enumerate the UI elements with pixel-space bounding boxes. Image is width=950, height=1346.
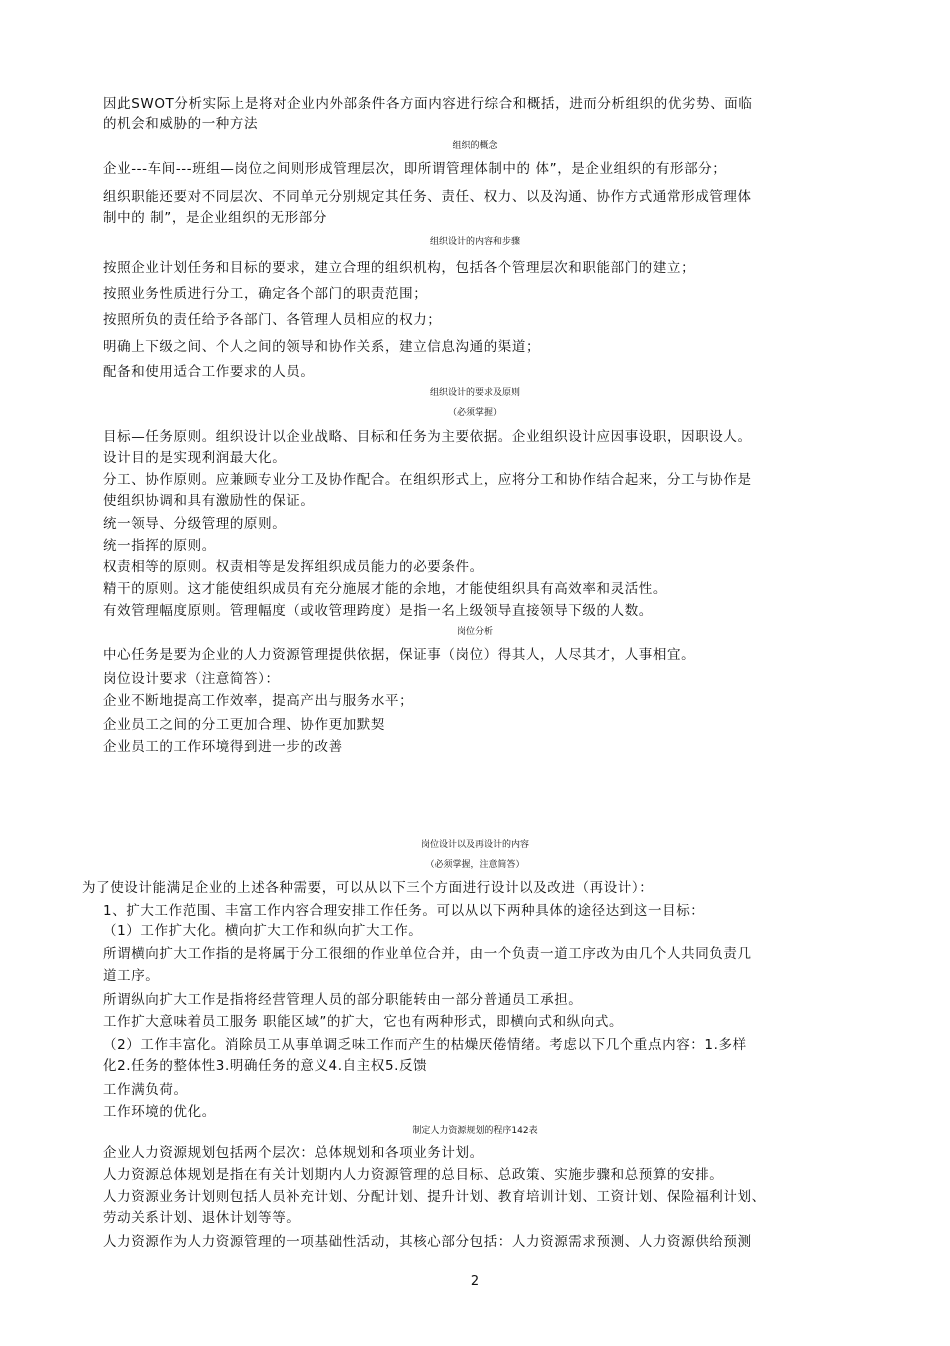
full-workload: 工作满负荷。 — [103, 1082, 188, 1098]
paragraph-swot-line2: 的机会和威胁的一种方法 — [103, 116, 259, 132]
requirement-item-3: 企业员工的工作环境得到进一步的改善 — [103, 739, 343, 755]
paragraph-org-function-line2: 制中的 制”，是企业组织的无形部分 — [103, 210, 327, 226]
job-design-requirements: 岗位设计要求（注意简答）： — [103, 671, 280, 687]
heading-job-analysis: 岗位分析 — [456, 627, 493, 637]
step-item-3: 按照所负的责任给予各部门、各管理人员相应的权力； — [103, 312, 442, 328]
hr-core-activities: 人力资源作为人力资源管理的一项基础性活动，其核心部分包括：人力资源需求预测、人力资源供给预测 — [103, 1234, 752, 1250]
job-enrichment-line1: （2）工作丰富化。消除员工从事单调乏味工作而产生的枯燥厌倦情绪。考虑以下几个重点内容：1.多样 — [103, 1037, 747, 1053]
step-item-5: 配备和使用适合工作要求的人员。 — [103, 364, 315, 380]
job-enlargement: （1）工作扩大化。横向扩大工作和纵向扩大工作。 — [103, 923, 423, 939]
step-item-1: 按照企业计划任务和目标的要求，建立合理的组织机构，包括各个管理层次和职能部门的建立； — [103, 260, 696, 276]
heading-hr-planning: 制定人力资源规划的程序142表 — [412, 1126, 538, 1136]
requirement-item-1: 企业不断地提高工作效率，提高产出与服务水平； — [103, 693, 414, 709]
principle-5: 权责相等的原则。权责相等是发挥组织成员能力的必要条件。 — [103, 559, 484, 575]
heading-org-design-steps: 组织设计的内容和步骤 — [429, 237, 520, 247]
step-item-4: 明确上下级之间、个人之间的领导和协作关系，建立信息沟通的渠道； — [103, 339, 541, 355]
hr-business-plan-line2: 劳动关系计划、退休计划等等。 — [103, 1210, 301, 1226]
environment-optimization: 工作环境的优化。 — [103, 1104, 216, 1120]
principle-1-line1: 目标—任务原则。组织设计以企业战略、目标和任务为主要依据。企业组织设计应因事设职，因职设人。 — [103, 429, 752, 445]
heading-job-redesign: 岗位设计以及再设计的内容 — [420, 840, 529, 850]
heading-org-design-principles-note: （必须掌握） — [447, 408, 502, 418]
hr-overall-plan: 人力资源总体规划是指在有关计划期内人力资源管理的总目标、总政策、实施步骤和总预算的安排。 — [103, 1167, 724, 1183]
job-enrichment-line2: 化2.任务的整体性3.明确任务的意义4.自主权5.反馈 — [103, 1058, 428, 1074]
enlargement-meaning: 工作扩大意味着员工服务 职能区域”的扩大，它也有两种形式，即横向式和纵向式。 — [103, 1014, 624, 1030]
redesign-item-1: 1、扩大工作范围、丰富工作内容合理安排工作任务。可以从以下两种具体的途径达到这一目标： — [103, 903, 705, 919]
principle-2-line1: 分工、协作原则。应兼顾专业分工及协作配合。在组织形式上，应将分工和协作结合起来，分工与协作是 — [103, 472, 752, 488]
vertical-enlargement: 所谓纵向扩大工作是指将经营管理人员的部分职能转由一部分普通员工承担。 — [103, 992, 583, 1008]
job-analysis-text: 中心任务是要为企业的人力资源管理提供依据，保证事（岗位）得其人，人尽其才，人事相宜。 — [103, 647, 696, 663]
hr-planning-levels: 企业人力资源规划包括两个层次：总体规划和各项业务计划。 — [103, 1145, 484, 1161]
paragraph-org-structure: 企业---车间---班组—岗位之间则形成管理层次，即所谓管理体制中的 体”，是企业组织的有形部分； — [103, 161, 727, 177]
heading-job-redesign-note: （必须掌握，注意简答） — [425, 860, 525, 870]
heading-org-design-principles: 组织设计的要求及原则 — [429, 388, 520, 398]
page-number: 2 — [470, 1274, 480, 1289]
requirement-item-2: 企业员工之间的分工更加合理、协作更加默契 — [103, 717, 385, 733]
heading-org-concept: 组织的概念 — [452, 141, 498, 151]
principle-1-line2: 设计目的是实现利润最大化。 — [103, 450, 287, 466]
paragraph-swot-line1: 因此SWOT分析实际上是将对企业内外部条件各方面内容进行综合和概括，进而分析组织的优劣势、面临 — [103, 96, 753, 112]
step-item-2: 按照业务性质进行分工，确定各个部门的职责范围； — [103, 286, 428, 302]
principle-7: 有效管理幅度原则。管理幅度（或收管理跨度）是指一名上级领导直接领导下级的人数。 — [103, 603, 653, 619]
principle-6: 精干的原则。这才能使组织成员有充分施展才能的余地，才能使组织具有高效率和灵活性。 — [103, 581, 667, 597]
principle-3: 统一领导、分级管理的原则。 — [103, 516, 287, 532]
redesign-intro: 为了使设计能满足企业的上述各种需要，可以从以下三个方面进行设计以及改进（再设计）： — [82, 880, 654, 896]
hr-business-plan-line1: 人力资源业务计划则包括人员补充计划、分配计划、提升计划、教育培训计划、工资计划、保险福利计划、 — [103, 1189, 766, 1205]
horizontal-enlargement-line1: 所谓横向扩大工作指的是将属于分工很细的作业单位合并，由一个负责一道工序改为由几个人共同负责几 — [103, 946, 752, 962]
principle-4: 统一指挥的原则。 — [103, 538, 216, 554]
horizontal-enlargement-line2: 道工序。 — [103, 968, 160, 984]
principle-2-line2: 使组织协调和具有激励性的保证。 — [103, 493, 315, 509]
paragraph-org-function-line1: 组织职能还要对不同层次、不同单元分别规定其任务、责任、权力、以及沟通、协作方式通常形成管理体 — [103, 189, 752, 205]
